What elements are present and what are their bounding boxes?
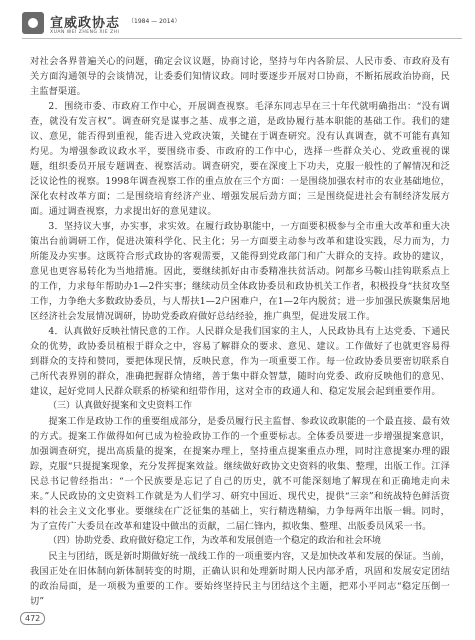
page-header — [22, 10, 462, 46]
paragraph: 2．围绕市委、市政府工作中心，开展调查视察。毛泽东同志早在三十年代就明确指出：“没有调查，就没有发言权”。调查研究是谋事之基、成事之道，是政协履行基本职能的基础工作。我们的建议、意见，能否得到重视，能否进入党政决策，关键在于调查研究。没有认真调查，就不可能有真知灼见。为增强参政议政水平，要围绕市委、市政府的工作中心，选择一些群众关心、党政重视的课题，组织委员开展专题调查、视察活动。调查研究，要在深度上下功夫，克服一般性的了解情况和泛泛议论性的视察。1998年调查视察工作的重点放在三个方面：一是围绕加强农村市的农业基础地位，深化农村改革方面；二是围绕培育经济产业、增强发展后劲方面；三是围绕促进社会有制经济发展方面。通过调查视察，力求提出好的意见建议。 — [30, 101, 450, 217]
paragraph: 3．坚持议大事，办实事，求实效。在履行政协职能中，一方面要积极参与全市重大改革和重大决策出台前调研工作，促进决策科学化、民主化；另一方面要主动参与改革和建设实践，尽力而为，力所能及办实事。这既符合形式政协的客观需要，又能得到党政部门和广大群众的支持。政协的建议，意见也更容易转化为当地措施。因此，要继续抓好由市委精准扶贫活动。阿都乡马鞍山挂钩联系点上的工作，力求每年帮助办1—2件实事；继续动员全体政协委员和政协机关工作者，积极投身“扶贫攻坚工作，力争绝大多数政协委员，与人帮扶1—2户困难户，在1—2年内脱贫；进一步加强民族聚集居地区经济社会发展情况调研，协助党委政府做好总结经验，推广典型，促进发展工作。 — [30, 221, 450, 322]
page-number: 472 — [20, 612, 45, 625]
paragraph: 4．认真做好反映社情民意的工作。人民群众是我们国家的主人，人民政协具有上达党委、下通民众的优势，政协委员植根于群众之中，容易了解群众的要求、意见、建议。工作做好了也就更容易得到群众的支持和赞同，要把体现民情，反映民意，作为一项重要工作。每一位政协委员要密切联系自己所代表界别的群众，准确把握群众情绪，善于集中群众智慧，随时向党委、政府反映他们的意见、建议，起好党同人民群众联系的桥梁和纽带作用，这对全市的政通人和、稳定发展会起到重要作用。 — [30, 326, 450, 397]
book-pinyin: XUAN WEI ZHENG XIE ZHI — [50, 30, 120, 35]
section-subheading: （三）认真做好提案和文史资料工作 — [48, 401, 193, 411]
book-years: （1984 — 2014） — [128, 18, 181, 25]
paragraph: 民主与团结，既是新时期做好统一战线工作的一项重要内容，又是加快改革和发展的保证。当前，我国正处在旧体制向新体制转变的时期，正确认识和处理新时期人民内部矛盾，巩固和发展安定团结的政治局面，是一项极为重要的工作。要始终坚持民主与团结这个主题，把邓小平同志“稳定压倒一切” — [30, 551, 450, 607]
section-subheading: （四）协助党委、政府做好稳定工作，为改革和发展创造一个稳定的政治和社会环境 — [48, 536, 382, 546]
header-divider — [22, 38, 462, 39]
page-body — [30, 54, 450, 609]
paragraph: 对社会各界普遍关心的问题，确定会议议题，协商讨论，坚持与年内各阶层、人民市委、市政府及有关方面沟通领导的会谈情况，让委委们知情议政。同时要逐步开展对口协商，不断拓展政治协商，民主监督渠道。 — [30, 56, 450, 97]
cppcc-logo-icon — [22, 12, 44, 34]
book-title: 宣威政协志 — [50, 16, 121, 31]
paragraph: 提案工作是政协工作的重要组成部分，是委员履行民主监督、参政议政职能的一个最直接、最有效的方式。提案工作做得如何已成为检验政协工作的一个重要标志。全体委员要进一步增强提案意识，加强调查研究，提出高质量的提案，在提案办理上，坚持重点提案重点办理，同时注意提案办理的跟踪，克服“只提提案现象，充分发挥提案效益。继续做好政协文史资料的收集、整理，出版工作。江泽民总书记曾经指出：“一个民族要是忘记了自己的历史，就不可能深刻地了解现在和正确地走向未来。”人民政协的文史资料工作就是为人们学习、研究中国近、现代史，提供“三亲”和统战特色鲜活资料的社会主义文化事业。要继续在广泛征集的基础上，实行精选精编，力争每两年出版一辑。同时，为了宣传广大委员在改革和建设中做出的贡献，二届仁锋内，拟收集、整理、出版委员风采一书。 — [30, 416, 450, 532]
